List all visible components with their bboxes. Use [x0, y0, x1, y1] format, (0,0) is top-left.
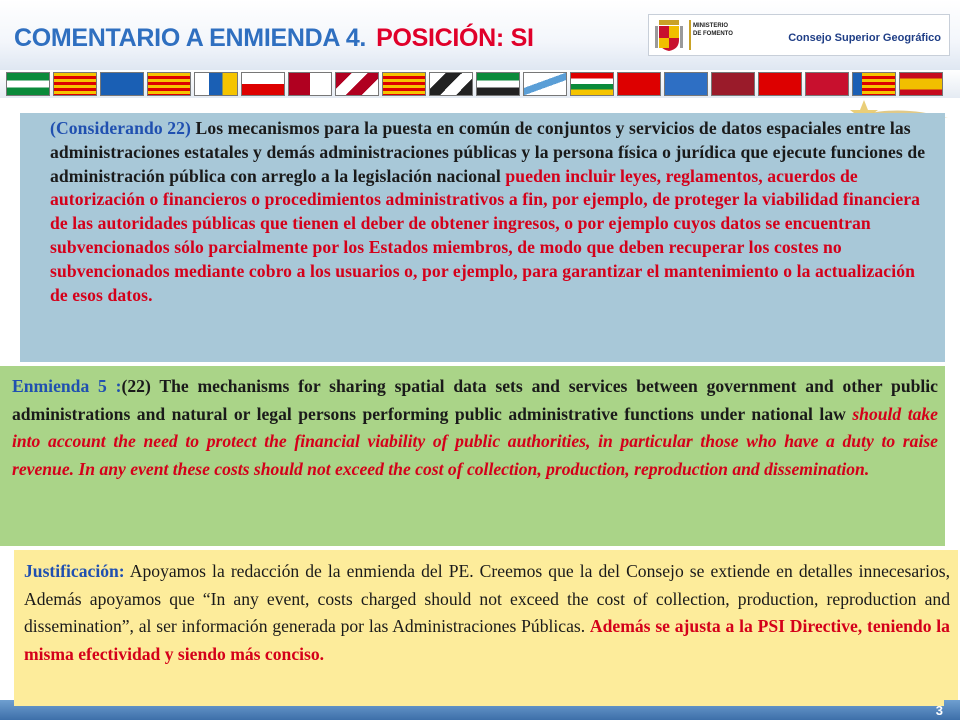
flag-navarra-icon	[758, 72, 802, 96]
justificacion-body: Apoyamos la redacción de la enmienda del PE. Creemos que la del Consejo se extiende en detalles innecesarios, Además apoyamos que “In any event, costs charged should not exceed the cost of collection, production, reproduction and dissemination”, al ser información generada por las Administraciones Públicas.	[24, 561, 950, 636]
flag-valencia-icon	[852, 72, 896, 96]
justificacion-highlight: Además se ajusta a la PSI Directive, teniendo la misma efectividad y siendo más conciso.	[24, 616, 950, 664]
flag-castilla-leon-icon	[335, 72, 379, 96]
flag-pais-vasco-icon	[805, 72, 849, 96]
justificacion-text	[24, 558, 950, 668]
flag-aragon-icon	[53, 72, 97, 96]
flag-castilla-mancha-icon	[288, 72, 332, 96]
footer-bar	[0, 700, 960, 720]
org-name: Consejo Superior Geográfico	[788, 32, 941, 44]
flag-murcia-icon	[711, 72, 755, 96]
flag-asturias-icon	[100, 72, 144, 96]
header-bar	[0, 0, 960, 70]
page-number: 3	[935, 703, 943, 718]
enmienda-box	[0, 366, 945, 546]
flag-cantabria-icon	[241, 72, 285, 96]
regional-flags-strip	[0, 70, 960, 98]
considerando-label: (Considerando 22)	[50, 118, 191, 138]
title-text: COMENTARIO A ENMIENDA 4.	[14, 24, 367, 52]
flag-canarias-icon	[194, 72, 238, 96]
flag-melilla-icon	[664, 72, 708, 96]
flag-baleares-icon	[147, 72, 191, 96]
ministry-logo	[648, 14, 950, 56]
flag-galicia-icon	[523, 72, 567, 96]
flag-andalucia-icon	[6, 72, 50, 96]
flag-la-rioja-icon	[570, 72, 614, 96]
flag-extremadura-icon	[476, 72, 520, 96]
flag-madrid-icon	[617, 72, 661, 96]
enmienda-body: (22) The mechanisms for sharing spatial data sets and services between government and other public administrations and natural or legal persons performing public administrative functions under national law	[12, 376, 938, 424]
flag-ceuta-icon	[429, 72, 473, 96]
flag-cataluna-icon	[382, 72, 426, 96]
flag-espana-icon	[899, 72, 943, 96]
considerando-text	[50, 117, 930, 307]
enmienda-text	[12, 373, 938, 483]
considerando-highlight: pueden incluir leyes, reglamentos, acuerdos de autorización o financieros o procedimientos administrativos a fin, por ejemplo, de proteger la viabilidad financiera de las autoridades públicas que tienen el deber de obtener ingresos, o por ejemplo cuyos datos se encuentran subvencionados sólo parcialmente por los Estados miembros, de modo que deben recuperar los costes no subvencionados mediante cobro a los usuarios o, por ejemplo, para garantizar el mantenimiento o la actualización de esos datos.	[50, 165, 921, 305]
logo-divider	[689, 20, 691, 50]
coat-of-arms-icon	[655, 18, 683, 52]
position-text: POSICIÓN: SI	[376, 24, 534, 52]
considerando-body: Los mecanismos para la puesta en común de conjuntos y servicios de datos espaciales entre las administraciones estatales y demás administraciones públicas y la persona física o jurídica que ejecute funciones de administración pública con arreglo a la legislación nacional	[50, 118, 926, 186]
justificacion-label: Justificación:	[24, 561, 125, 581]
slide-title	[14, 24, 534, 53]
considerando-box	[20, 113, 945, 362]
justificacion-box	[14, 550, 958, 706]
ministry-name: MINISTERIO DE FOMENTO	[693, 23, 733, 37]
enmienda-highlight: should take into account the need to protect the financial viability of public authorities, in particular those who have a duty to raise revenue. In any event these costs should not exceed the cost of collection, production, reproduction and dissemination.	[12, 403, 938, 479]
enmienda-label: Enmienda 5 :	[12, 376, 122, 396]
